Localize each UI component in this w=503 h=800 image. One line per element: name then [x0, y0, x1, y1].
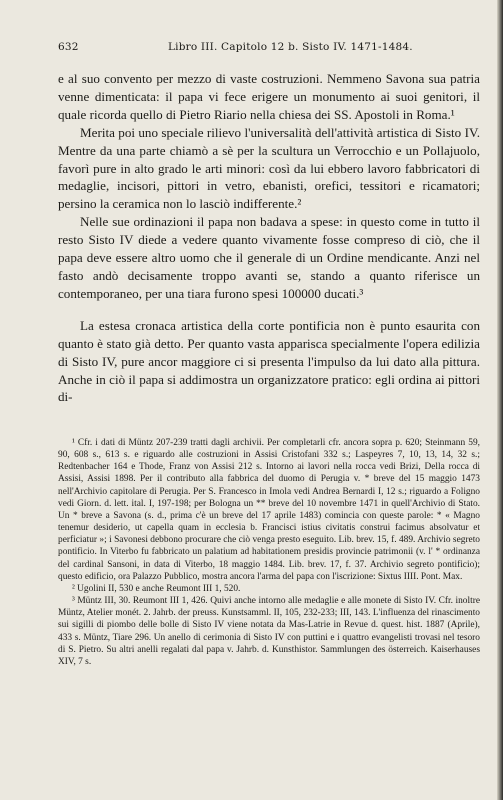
main-text [58, 70, 480, 406]
page-header [58, 41, 479, 55]
paragraph: Nelle sue ordinazioni il papa non badava a spese: in questo come in tutto il resto Sisto IV diede a vedere quanto vivamente fosse compreso di ciò, che il papa deve essere altro uomo che il generale di un Ordine mendicante. Anzi nel fasto andò decisamente troppo avanti se, stando a quanto riferisce un contemporaneo, per una tiara furono spesi 100000 ducati.³ [58, 214, 480, 301]
paragraph: La estesa cronaca artistica della corte pontificia non è punto esaurita con quanto è stato già detto. Per quanto vasta apparisca specialmente l'opera edilizia di Sisto IV, pure ancor maggiore ci si presenta l'impulso da lui dato alla pittura. Anche in ciò il papa si addimostra un organizzatore pratico: egli ordina ai pittori di- [58, 317, 480, 405]
footnotes [58, 437, 480, 668]
footnote: ¹ Cfr. i dati di Müntz 207-239 tratti dagli archivii. Per completarli cfr. ancora sopra p. 620; Steinmann 59, 90, 608 s., 613 s. e riguardo alle costruzioni in Assisi Cristofani 332 s.; Laspeyres 7, 10, 13, 14, 32 s.; Redtenbacher 164 e Thode, Franz von Assisi 212 s. Intorno ai lavori nella rocca vedi Brizi, Della rocca di Assisi, Assisi 1898. Per il contributo alla fabbrica del duomo di Perugia v. * breve del 15 maggio 1473 nell'Archivio capitolare di Perugia. Per S. Francesco in Imola vedi Andrea Bernardi I, 12 s.; riguardo a Foligno vedi Giorn. d. lett. ital. I, 197-198; per Bologna un ** breve del 10 novembre 1471 in quell'Archivio di Stato. Un * breve a Savona (s. d., prima c'è un breve del 17 aprile 1483) comincia con queste parole: * « Magno tenemur desiderio, ut capella quam in ecclesia b. Francisci istius civitatis construi facimus absolvatur et perficiatur »; i Savonesi debbono procurare che ciò venga presto eseguito. Lib. brev. 15, f. 489. Archivio segreto pontificio. In Viterbo fu fabbricato un palatium ad habitationem presidis provincie patrimonii (v. l' * ordinanza del cardinal Sansoni, in data di Viterbo, 18 maggio 1484. Lib. brev. 17, f. 37. Archivio segreto pontificio); questo edificio, ora Palazzo Pubblico, mostra ancora l'arma del papa con l'iscrizione: Sixtus IIII. Pont. Max. [58, 438, 480, 582]
footnote: ³ Müntz III, 30. Reumont III 1, 426. Quivi anche intorno alle medaglie e alle monete di Sisto IV. Cfr. inoltre Müntz, Atelier monét. 2. Jahrb. der preuss. Kunstsamml. II, 105, 232-233; III, 143. L'influenza del rinascimento sui sigilli di piombo delle bolle di Sisto IV viene notata da Mas-Latrie in Revue d. quest. hist. 1887 (Aprile), 433 s. Müntz, Tiare 296. Un anello di cerimonia di Sisto IV con puttini e i quattro evangelisti trovasi nel tesoro di S. Pietro. Su altri anelli regalati dal papa v. Jahrb. d. Kunsthistor. Sammlungen des österreich. Kaiserhauses XIV, 7 s. [58, 596, 480, 667]
page-edge-shadow [497, 0, 503, 800]
paragraph: Merita poi uno speciale rilievo l'universalità dell'attività artistica di Sisto IV. Mentre da una parte chiamò a sè per la scultura un Verrocchio e un Pollajuolo, favorì pure in alto grado le arti minori: così da lui ebbero lavoro fabbricatori di medaglie, incisori, pittori in vetro, ebanisti, orefici, tessitori e ricamatori; persino la ceramica non lo lasciò indifferente.² [58, 124, 480, 212]
page-number: 632 [58, 41, 79, 53]
footnote: ² Ugolini II, 530 e anche Reumont III 1, 520. [72, 583, 241, 594]
paragraph: e al suo convento per mezzo di vaste costruzioni. Nemmeno Savona sua patria venne dimenticata: il papa vi fece erigere un monumento ai suoi genitori, il quale ricorda quello di Pietro Riario nella chiesa dei SS. Apostoli in Roma.¹ [58, 71, 480, 122]
running-title: Libro III. Capitolo 12 b. Sisto IV. 1471-1484. [168, 41, 413, 53]
